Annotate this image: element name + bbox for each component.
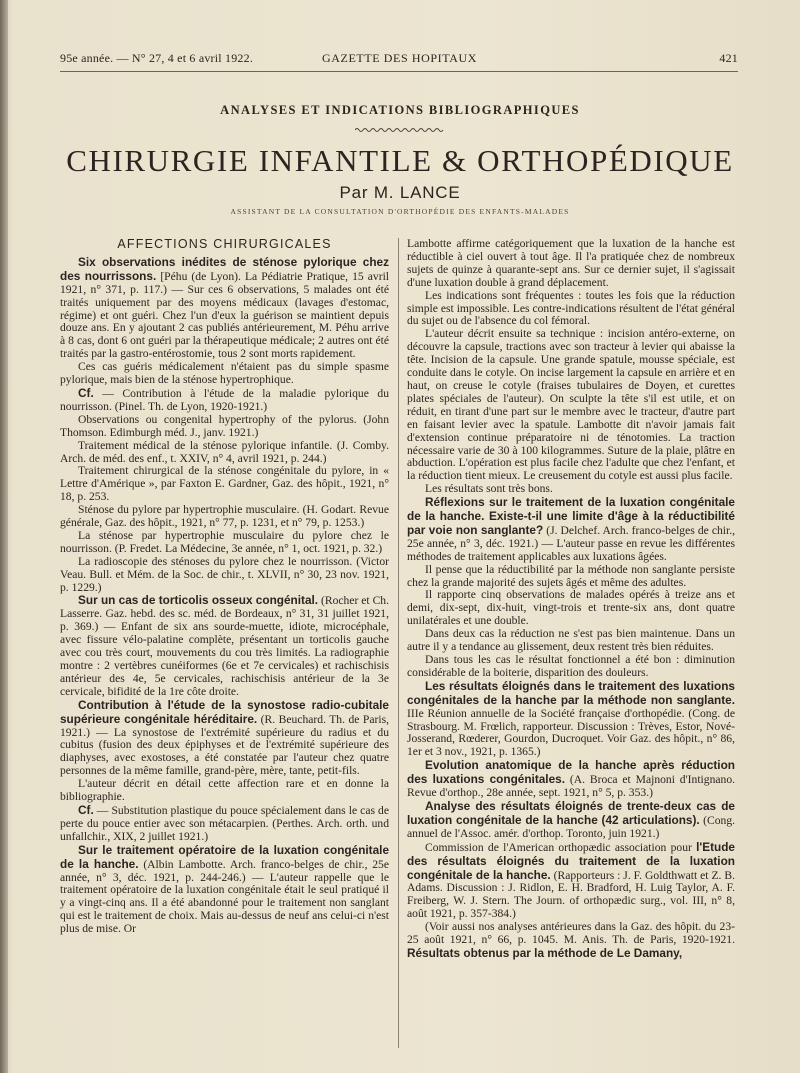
article-evolution [407,759,735,800]
article-luxation-operatoire [60,844,389,936]
article-body: (J. Delchef. Arch. franco-belges de chir., 25e année, n° 3, déc. 1921.) — L'auteur passe en revue les différentes méthodes de traitement applicables aux luxations âgées. [407,523,735,563]
paragraph: Les indications sont fréquentes : toutes les fois que la réduction simple est impossible. Les contre-indications résultent de l'état général du sujet ou de l'absence du col fémoral. [407,288,735,328]
article-body: (Voir aussi nos analyses antérieures dans la Gaz. des hôpit. du 23-25 août 1921, n° 66, p. 1045. M. Anis. Th. de Paris, 1920-1921. [407,920,735,947]
paragraph: Dans deux cas la réduction ne s'est pas bien maintenue. Dans un autre il y a tendance au glissement, deux restent très bien réduites. [407,627,735,654]
running-header [60,51,738,69]
main-title: CHIRURGIE INFANTILE & ORTHOPÉDIQUE [66,143,734,178]
article-title: Analyse des résultats éloignés de trente-deux cas de luxation congénitale de la hanche (42 articulations). [407,798,735,827]
cf-block [60,804,389,844]
paragraph: L'auteur décrit en détail cette affection rare et en donne la bibliographie. [60,777,389,804]
paragraph: Lambotte affirme catégoriquement que la luxation de la hanche est réductible à ciel ouvert à tout âge. Il l'a pratiquée chez de nombreux sujets de quinze à quarante-sept ans. Sur ce dernier sujet, il s'agissait d'une luxation double à grand déplacement. [407,237,735,289]
right-column [407,238,735,961]
issue-info: 95e année. — N° 27, 4 et 6 avril 1922. [60,51,254,65]
reference: Sténose du pylore par hypertrophie musculaire. (H. Godart. Revue générale, Gaz. des hôpit., 1921, n° 77, p. 1231, et n° 79, p. 1253.) [60,503,389,530]
article-body: (Cong. annuel de l'Assoc. amér. d'orthop. Toronto, juin 1921.) [407,813,736,840]
article-commission [407,841,735,921]
cf-text: — Substitution plastique du pouce spécialement dans le cas de perte du pouce entier avec son métacarpien. (Perthes. Arch. orth. und unfallchir., XIX, 2 juillet 1921.) [60,803,389,843]
author-subtitle: ASSISTANT DE LA CONSULTATION D'ORTHOPÉDIE DES ENFANTS-MALADES [230,207,570,216]
reference: Observations ou congenital hypertrophy of the pylorus. (John Thomson. Edimburgh méd. J., janv. 1921.) [60,412,389,439]
article-title: Les résultats éloignés dans le traitement des luxations congénitales de la hanche par la méthode non sanglante. [407,678,735,707]
reference: La sténose par hypertrophie musculaire du pylore chez le nourrisson. (P. Fredet. La Médecine, 3e année, n° 1, oct. 1921, p. 32.) [60,528,389,555]
article-body: IIIe Réunion annuelle de la Société française d'orthopédie. (Cong. de Strasbourg. M. Frœlich, rapporteur. Discussion : Trèves, Estor, Nové-Josserand, Rœderer, Gourdon, Ducroquet. Voir Gaz. des hôpit., n° 86, 1er et 3 nov., 1921, p. 1365.) [407,706,735,759]
header-rule [60,71,738,72]
article-title: Sur le traitement opératoire de la luxation congénitale de la hanche. [60,842,389,871]
article-analyse [407,800,735,841]
cf-label: Cf. [78,802,94,817]
cf-block [60,387,389,414]
article-title: Sur un cas de torticolis osseux congénital. [78,593,319,608]
article-body: (Rocher et Ch. Lasserre. Gaz. hebd. des sc. méd. de Bordeaux, n° 31, 31 juillet 1921, p. 369.) — Enfant de six ans sourde-muette, idiote, microcéphale, avec fissure vélo-palatine complète, présentant un torticolis gauche avec cou très court, mouvements du cou très limités. La radiographie montre : 2 vertèbres cunéiformes (6e et 7e cervicales) et rachischisis antérieur des 4e, 5e cervicales, rachischisis antérieur de la 3e cervicale, bifidité de la 1re côte droite. [60,594,389,698]
journal-name: GAZETTE DES HOPITAUX [322,51,478,65]
paragraph: Il rapporte cinq observations de malades opérés à treize ans et demi, dix-sept, dix-huit, vingt-trois et trente-six ans, dont quatre unilatérales et une double. [407,588,735,628]
paragraph: Il pense que la réductibilité par la méthode non sanglante persiste chez la grande majorité des sujets âgés et même des adultes. [407,562,735,589]
article-body: [Péhu (de Lyon). La Pédiatrie Pratique, 15 avril 1921, n° 371, p. 117.) — Sur ces 6 observations, 5 malades ont été traités uniquement par des moyens médicaux (lavages d'estomac, régime) et ont guéri. Chez l'un d'eux la guérison se maintient depuis douze ans. En y ajoutant 2 cas publiés antérieurement, M. Péhu arrive à 8 cas, dont 6 ont guéri par la thérapeutique médicale; 2 autres ont été traités par la gastro-entérostomie, tous 2 sont morts rapidement. [60,269,390,361]
article-title: Contribution à l'étude de la synostose radio-cubitale supérieure congénitale héréditaire. [60,697,389,726]
section-subheading: AFFECTIONS CHIRURGICALES [117,237,332,251]
article-title: Réflexions sur le traitement de la luxation congénitale de la hanche. Existe-t-il une limite d'âge à la réductibilité par voie non sanglante? [407,495,735,537]
article-body: (R. Beuchard. Th. de Paris, 1921.) — La synostose de l'extrémité supérieure du radius et du cubitus (fusion des deux épiphyses et de l'extrémité supérieure des diaphyses, avec exostoses, a été constatée par l'auteur chez quatre personnes de la même famille, grand-père, mère, tante, petit-fils. [60,712,389,778]
paragraph: Les résultats sont très bons. [425,482,553,496]
column-divider [398,238,399,1048]
article-body: (A. Broca et Majnoni d'Intignano. Revue d'orthop., 28e année, sept. 1921, n° 5, p. 353.) [407,773,736,800]
cf-label: Cf. [78,385,94,400]
article-pylorique [60,256,389,361]
article-title: l'Etude des résultats éloignés du traitement de la luxation congénitale de la hanche. [407,839,735,882]
article-torticolis [60,594,389,698]
article-reflexions [407,496,735,564]
cf-text: — Contribution à l'étude de la maladie pylorique du nourrisson. (Pinel. Th. de Lyon, 1920-1921.) [60,386,389,413]
section-heading: ANALYSES ET INDICATIONS BIBLIOGRAPHIQUES [220,103,580,117]
paragraph: Dans tous les cas le résultat fonctionnel a été bon : diminution considérable de la boiterie, disparition des douleurs. [407,653,735,679]
ornament-rule [355,127,445,133]
reference: Traitement chirurgical de la sténose congénitale du pylore, in « Lettre d'Amérique », par Faxton E. Gardner, Gaz. des hôpit., 1921, n° 18, p. 253. [60,464,389,504]
article-voir-aussi [407,921,735,961]
article-resultats-eloignes [407,680,735,759]
page-number: 421 [719,51,738,65]
reference: Traitement médical de la sténose pylorique infantile. (J. Comby. Arch. de méd. des enf., t. XXIV, n° 4, avril 1921, p. 244.) [60,438,389,465]
paragraph: L'auteur décrit ensuite sa technique : incision antéro-externe, on découvre la capsule, tractions avec son tracteur à levier qui abaisse la tête. Incision de la capsule. Une grande spatule, mousse spéciale, est conduite dans le cotyle. On incise largement la capsule en arrière et en haut, on creuse le cotyle (fraises tubulaires de Doyen, et curettes plates spéciales de l'auteur). On sculpte la tête s'il est utile, et on réduit, en tirant d'une part sur le membre avec le tracteur, d'autre part en faisant levier avec la spatule. Lambotte dit n'avoir jamais fait d'extension continue préparatoire ni de ténotomies. La traction nécessaire varie de 30 à 100 kilogrammes. Suture de la plaie, plâtre en abduction. L'opération est plus facile chez l'adulte que chez l'enfant, et la réduction tient mieux. Le creusement du cotyle est aussi plus facile. [407,327,735,483]
left-column [60,238,389,936]
reference: La radioscopie des sténoses du pylore chez le nourrisson. (Victor Veau. Bull. et Mém. de la Soc. de chir., t. XLVII, n° 30, 23 nov. 1921, p. 1229.) [60,554,389,594]
article-body: (Rapporteurs : J. F. Goldthwatt et Z. B. Adams. Discussion : J. Ridlon, E. H. Bradford, H. Luig Taylor, A. F. Freiberg, W. J. Stern. The Journ. of orthopædic surg., vol. III, n° 8, août 1921, p. 357-384.) [407,868,736,921]
article-title: Résultats obtenus par la méthode de Le Damany, [407,945,683,960]
article-title: Evolution anatomique de la hanche après réduction des luxations congénitales. [407,758,735,787]
article-body: (Albin Lambotte. Arch. franco-belges de chir., 25e année, n° 3, déc. 1921, p. 244-246.) — L'auteur rappelle que le traitement opératoire de la luxation congénitale était le seul pratiqué il y a vingt-cinq ans. Il a été abandonné pour le traitement non sanglant qui est le traitement de choix. Mais au-dessus de neuf ans celui-ci n'est plus de mise. Or [60,857,389,936]
article-lead: Commission de l'American orthopædic association pour [425,840,692,854]
paragraph: Ces cas guéris médicalement n'étaient pas du simple spasme pylorique, mais bien de la sténose hypertrophique. [60,360,389,387]
article-synostose [60,699,389,778]
article-title: Six observations inédites de sténose pylorique chez des nourrissons. [60,254,389,283]
author: Par M. LANCE [339,183,461,202]
